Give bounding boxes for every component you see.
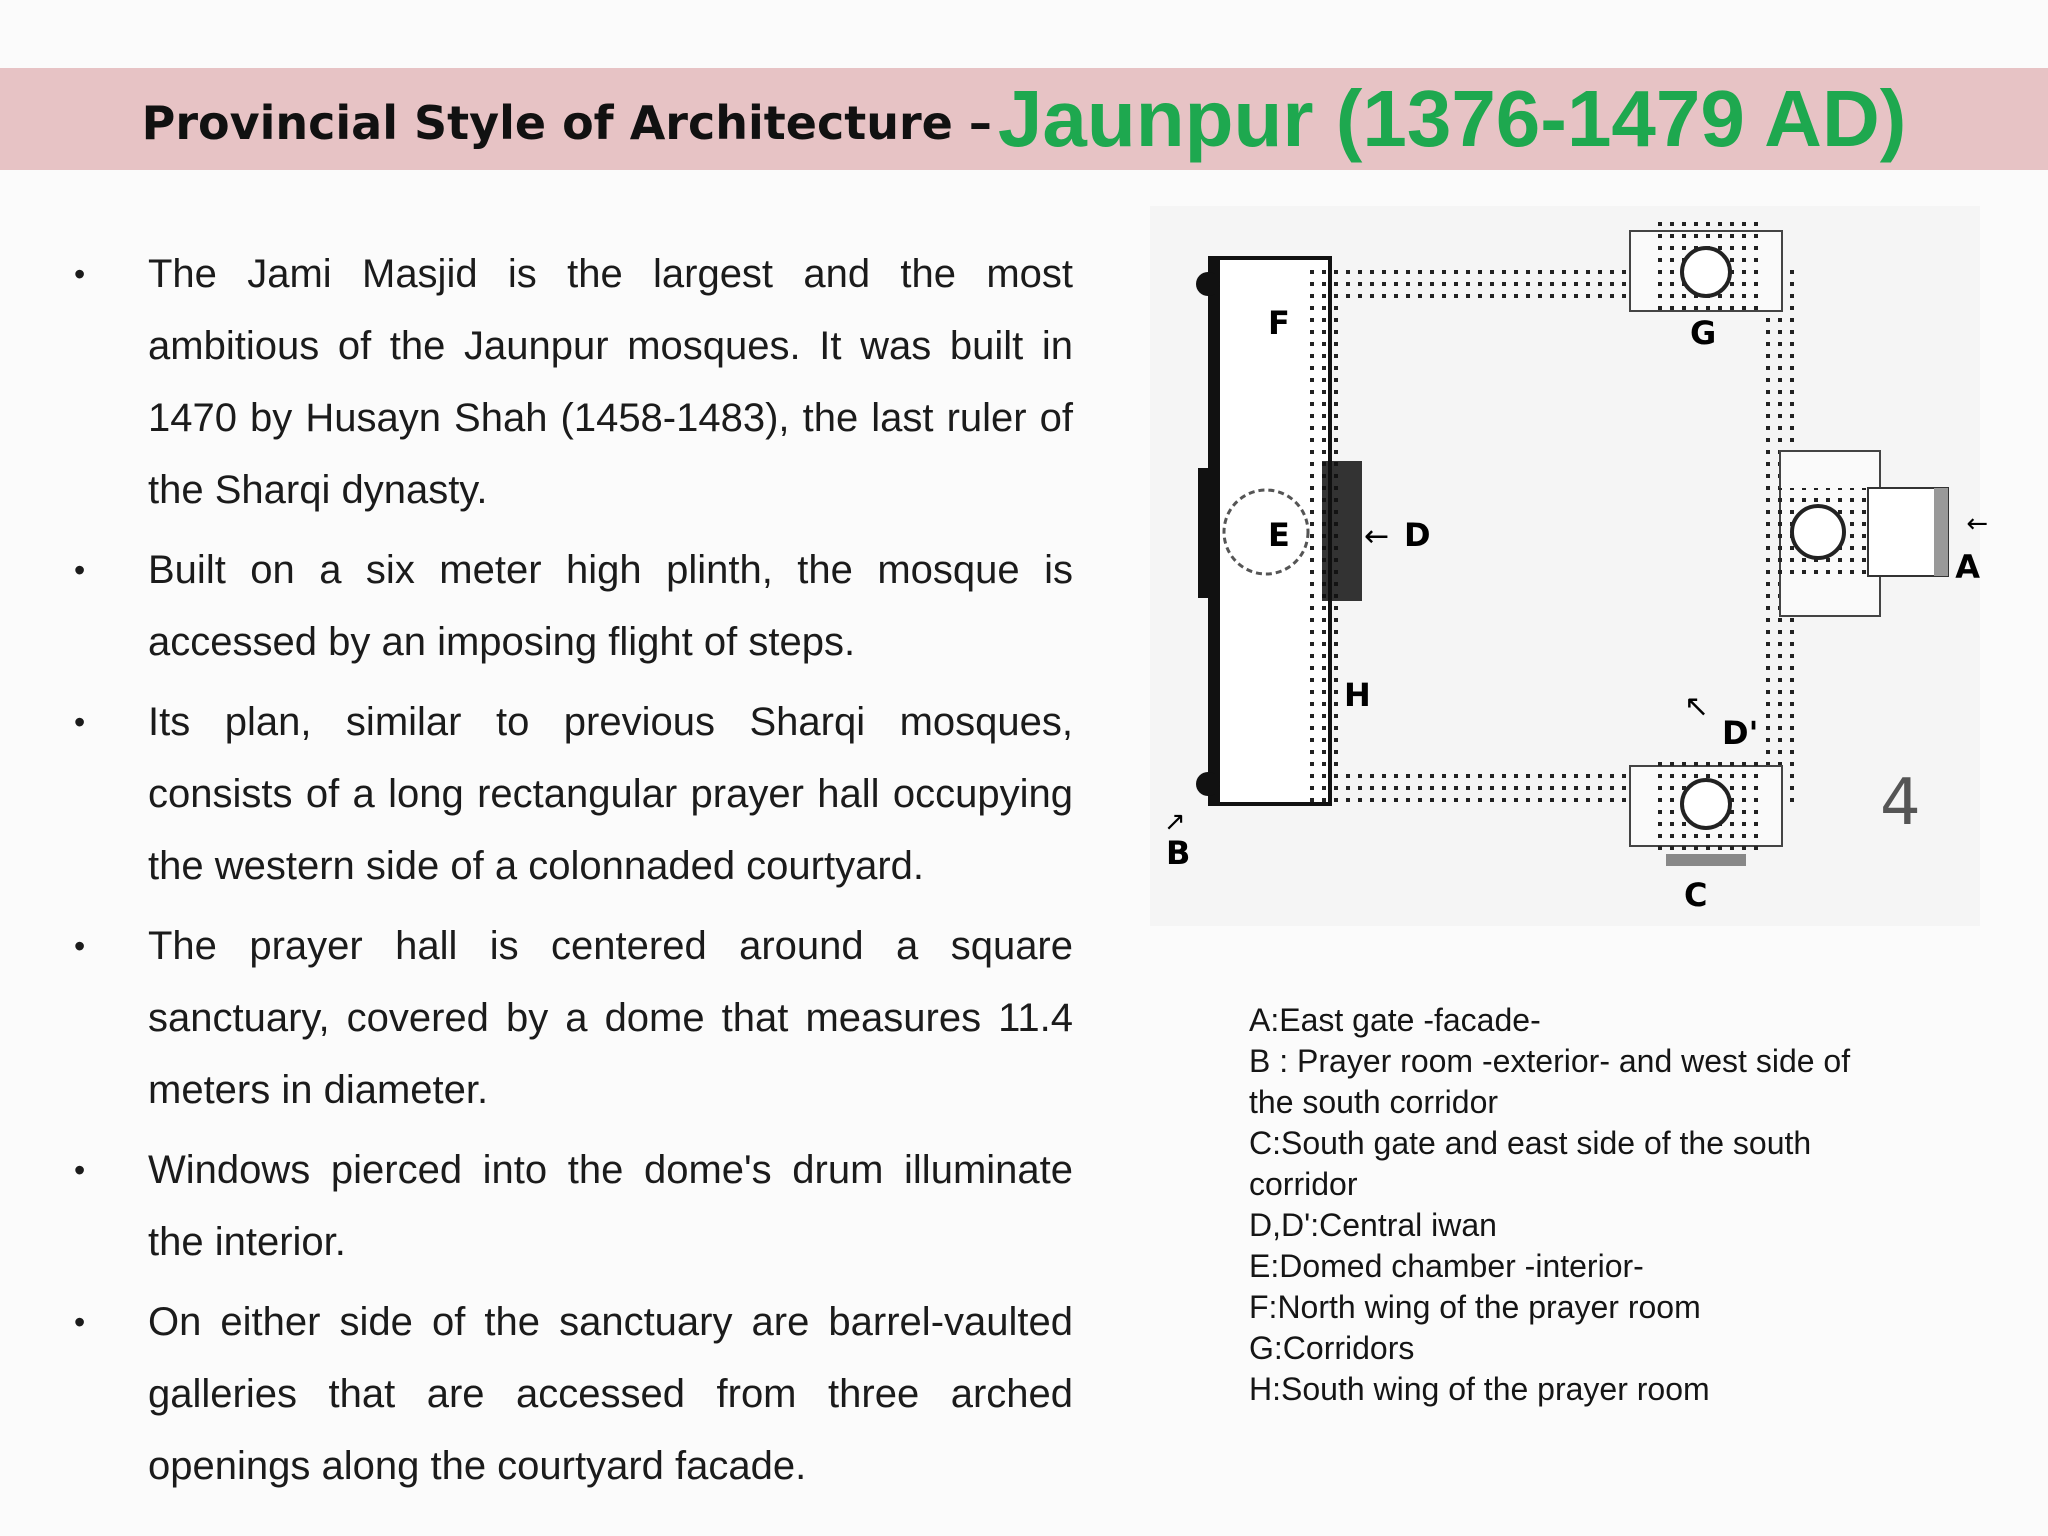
plan-label-f: F: [1268, 304, 1290, 342]
bullet-dot: •: [74, 928, 86, 964]
north-gate-dome: [1682, 248, 1730, 296]
south-gate-steps: [1666, 854, 1746, 866]
bullet-item: [70, 238, 1073, 526]
bullet-text: The prayer hall is centered around a square sanctuary, covered by a dome that measures 11.4 meters in diameter.: [148, 924, 1073, 1112]
plan-legend: [1249, 1000, 1969, 1410]
bullet-item: [70, 686, 1073, 902]
legend-line: the south corridor: [1249, 1084, 1499, 1120]
arrow-a-icon: ←: [1966, 509, 1988, 539]
plan-label-a: A: [1955, 548, 1980, 586]
legend-line: F:North wing of the prayer room: [1249, 1289, 1701, 1325]
arrow-d-prime-icon: ↖: [1684, 689, 1710, 724]
south-gate-dome: [1682, 780, 1730, 828]
plan-label-e: E: [1268, 516, 1290, 554]
plan-label-h: H: [1344, 676, 1371, 714]
legend-line: B : Prayer room -exterior- and west side of: [1249, 1043, 1851, 1079]
north-scale-mark: 4: [1880, 766, 1921, 840]
east-gate-steps-hatch: [1934, 488, 1948, 576]
plan-label-d-prime: D': [1722, 714, 1759, 752]
title-prefix: Provincial Style of Architecture –: [141, 96, 992, 150]
bullet-item: [70, 1286, 1073, 1502]
bullet-item: [70, 534, 1073, 678]
legend-line: A:East gate -facade-: [1249, 1002, 1541, 1038]
bullet-text: On either side of the sanctuary are barrel-vaulted galleries that are accessed from three arched openings along the courtyard facade.: [148, 1300, 1073, 1488]
arrow-d-icon: ←: [1364, 519, 1390, 554]
plan-label-b: B: [1166, 834, 1191, 872]
plan-label-g: G: [1690, 314, 1717, 352]
legend-line: D,D':Central iwan: [1249, 1207, 1497, 1243]
east-gate-dome: [1792, 506, 1844, 558]
mihrab-projection: [1198, 468, 1212, 598]
bullet-text: Its plan, similar to previous Sharqi mosques, consists of a long rectangular prayer hall occupying the western side of a colonnaded courtyard.: [148, 700, 1073, 888]
bullet-text: Windows pierced into the dome's drum illuminate the interior.: [148, 1148, 1073, 1264]
bullet-dot: •: [74, 552, 86, 588]
bullet-dot: •: [74, 1152, 86, 1188]
bullet-item: [70, 910, 1073, 1126]
bullet-dot: •: [74, 704, 86, 740]
corner-tower-nw: [1196, 272, 1220, 296]
iwan-pylon: [1322, 461, 1362, 601]
bullet-dot: •: [74, 256, 86, 292]
legend-line: G:Corridors: [1249, 1330, 1415, 1366]
arrow-b-icon: ↗: [1164, 807, 1186, 837]
central-dome: [1224, 490, 1308, 574]
bullet-item: [70, 1134, 1073, 1278]
bullet-text: Built on a six meter high plinth, the mosque is accessed by an imposing flight of steps.: [148, 548, 1073, 664]
legend-line: corridor: [1249, 1166, 1358, 1202]
bullet-list: [70, 238, 1073, 1510]
slide-title: [0, 68, 2048, 170]
plan-label-c: C: [1684, 876, 1708, 914]
legend-line: E:Domed chamber -interior-: [1249, 1248, 1644, 1284]
plan-label-d: D: [1404, 516, 1431, 554]
mosque-floor-plan: [1150, 206, 1988, 926]
bullet-dot: •: [74, 1304, 86, 1340]
legend-line: C:South gate and east side of the south: [1249, 1125, 1812, 1161]
title-highlight: Jaunpur (1376-1479 AD): [997, 74, 1907, 163]
bullet-text: The Jami Masjid is the largest and the most ambitious of the Jaunpur mosques. It was built in 1470 by Husayn Shah (1458-1483), the last ruler of the Sharqi dynasty.: [148, 252, 1073, 512]
corner-tower-sw: [1196, 772, 1220, 796]
legend-line: H:South wing of the prayer room: [1249, 1371, 1710, 1407]
